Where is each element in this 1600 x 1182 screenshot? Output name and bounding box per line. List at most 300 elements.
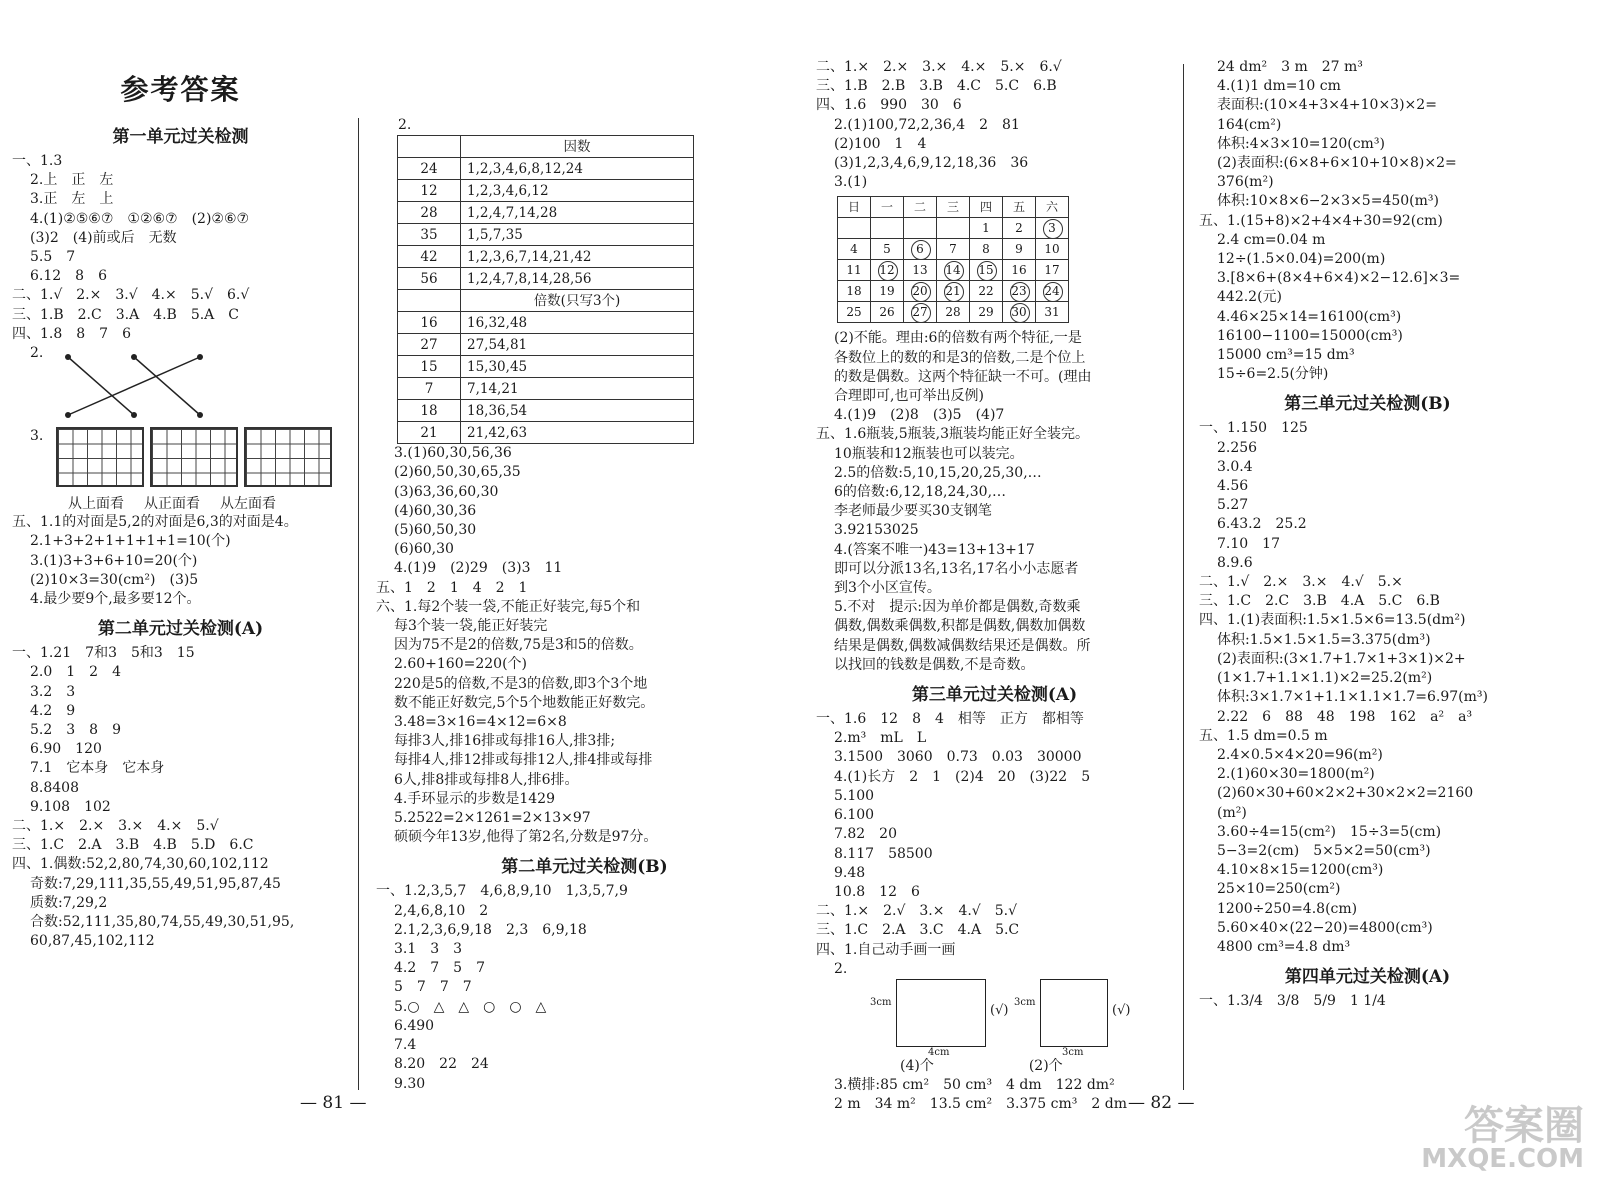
table-cell: 1,2,4,7,8,14,28,56 — [461, 268, 694, 290]
calendar-cell — [838, 302, 871, 323]
answer-line: 9.108 102 — [30, 798, 111, 815]
answer-line: 7.82 20 — [834, 826, 897, 843]
figure-caption: (2)个 — [1028, 1057, 1063, 1074]
answer-line: 4.10×8×15=1200(cm³) — [1217, 862, 1384, 879]
answer-line: 5.2 3 8 9 — [30, 722, 121, 739]
table-cell: 21 — [398, 422, 461, 444]
calendar-cell — [970, 302, 1003, 323]
answer-line: 每3个装一袋,能正好装完 — [394, 618, 548, 635]
calendar-cell — [970, 281, 1003, 302]
table-row — [398, 224, 694, 246]
calendar-row — [838, 218, 1069, 239]
table-row — [398, 180, 694, 202]
answer-line: 4.手环显示的步数是1429 — [394, 790, 555, 807]
answer-line: 三、1.C 2.A 3.B 4.B 5.D 6.C — [12, 837, 254, 854]
calendar-day: 16 — [1011, 262, 1027, 277]
calendar-day: 9 — [1015, 241, 1023, 256]
answer-line: 7.10 17 — [1217, 535, 1280, 552]
answer-line: 四、1.8 8 7 6 — [12, 325, 131, 342]
calendar-day: 12 — [879, 261, 894, 280]
calendar-row — [838, 302, 1069, 323]
table-header-cell: 倍数(只写3个) — [461, 290, 694, 312]
calendar-cell — [904, 281, 937, 302]
calendar-cell — [937, 239, 970, 260]
calendar-day: 23 — [1011, 282, 1026, 301]
calendar-cell — [970, 218, 1003, 239]
answer-line: 五、1 2 1 4 2 1 — [376, 579, 528, 596]
calendar-day: 29 — [978, 304, 994, 319]
table-cell: 1,2,3,4,6,12 — [461, 180, 694, 202]
calendar-day: 3 — [1048, 219, 1056, 238]
section-heading-unit2b: 第二单元过关检测(B) — [501, 857, 668, 878]
table-row — [398, 378, 694, 400]
table-cell — [398, 290, 461, 312]
answer-line: 3.92153025 — [834, 522, 919, 539]
calendar-day: 7 — [949, 241, 957, 256]
answer-line: 24 dm² 3 m 27 m³ — [1217, 59, 1363, 75]
calendar-row — [838, 281, 1069, 302]
answer-line: 12÷(1.5×0.04)=200(m) — [1217, 251, 1386, 268]
answer-line: 体积:4×3×10=120(cm³) — [1217, 135, 1385, 152]
answer-line: 体积:3×1.7×1+1.1×1.1×1.7=6.97(m³) — [1217, 689, 1488, 706]
answer-line: 三、1.B 2.C 3.A 4.B 5.A C — [12, 306, 240, 323]
answer-line: 6人,排8排或每排8人,排6排。 — [394, 771, 579, 788]
column-2 — [372, 116, 797, 1094]
answer-line: (3)1,2,3,4,6,9,12,18,36 36 — [834, 155, 1029, 172]
calendar-day: 18 — [846, 283, 862, 298]
table-cell: 42 — [398, 246, 461, 268]
rectangle-4x3 — [896, 979, 986, 1047]
answer-line: 25×10=250(cm²) — [1217, 881, 1341, 898]
answer-line: 1200÷250=4.8(cm) — [1217, 900, 1358, 917]
calendar-day: 30 — [1011, 303, 1026, 322]
calendar-header-cell: 四 — [970, 197, 1003, 218]
answer-line: 二、1.√ 2.× 3.√ 4.× 5.√ 6.√ — [12, 287, 250, 304]
page-number-right: — 82 — — [1128, 1093, 1195, 1113]
answer-line: 10瓶装和12瓶装也可以装完。 — [834, 445, 1024, 462]
item-label-2: 2. — [30, 345, 44, 362]
answer-line: 15÷6=2.5(分钟) — [1217, 366, 1329, 383]
calendar-day: 26 — [879, 304, 895, 319]
answer-line: 60,87,45,102,112 — [30, 933, 155, 950]
calendar-day: 25 — [846, 304, 862, 319]
answers-unit1-b — [8, 513, 353, 609]
answer-line: 164(cm²) — [1217, 116, 1282, 133]
answer-line: 8.9.6 — [1217, 554, 1253, 571]
table-row — [398, 356, 694, 378]
answers-unit2a — [8, 644, 353, 951]
answer-line: 5.100 — [834, 787, 875, 804]
column-1 — [8, 58, 353, 952]
calendar-cell — [1036, 281, 1069, 302]
column-3 — [812, 58, 1177, 1115]
answer-line: 6.43.2 25.2 — [1217, 516, 1307, 533]
answer-line: 三、1.C 2.C 3.B 4.A 5.C 6.B — [1199, 593, 1440, 610]
grid-front-view — [150, 427, 238, 487]
answer-line: 体积:10×8×6−2×3×5=450(m³) — [1217, 193, 1439, 210]
table-row — [398, 268, 694, 290]
calendar-day: 1 — [982, 220, 990, 235]
calendar-day: 27 — [912, 303, 927, 322]
answer-line: 4.(1)长方 2 1 (2)4 20 (3)22 5 — [834, 768, 1091, 785]
answer-line: 3.0.4 — [1217, 458, 1253, 475]
table-cell: 7 — [398, 378, 461, 400]
answer-line: 一、1.3 — [12, 153, 63, 169]
calendar-cell — [1003, 218, 1036, 239]
answer-line: 3.[8×6+(8×4+6×4)×2−12.6]×3= — [1217, 270, 1461, 287]
table-cell: 16 — [398, 312, 461, 334]
answer-line: 7.1 它本身 它本身 — [30, 760, 165, 777]
answer-line: (4)60,30,36 — [394, 502, 477, 519]
answer-line: 结果是偶数,偶数减偶数结果还是偶数。所 — [834, 637, 1091, 654]
calendar-cell — [937, 260, 970, 281]
table-cell: 16,32,48 — [461, 312, 694, 334]
answer-line: 3.(1)60,30,56,36 — [394, 445, 512, 462]
table-cell: 27,54,81 — [461, 334, 694, 356]
check-mark: (√) — [1112, 1002, 1131, 1018]
answer-line: 4.(1)②⑤⑥⑦ ①②⑥⑦ (2)②⑥⑦ — [30, 210, 250, 227]
answer-line: 2.4 cm=0.04 m — [1217, 231, 1326, 248]
answers-unit2b-cont — [812, 58, 1177, 192]
answer-line: 六、1.每2个装一袋,不能正好装完,每5个和 — [376, 598, 641, 615]
table-cell: 1,5,7,35 — [461, 224, 694, 246]
calendar-day: 6 — [916, 240, 924, 259]
answer-line: 因为75不是2的倍数,75是3和5的倍数。 — [394, 637, 643, 654]
answer-line: 220是5的倍数,不是3的倍数,即3个3个地 — [394, 675, 648, 692]
answer-line: 5.60×40×(22−20)=4800(cm³) — [1217, 919, 1433, 936]
dim-label: 3cm — [1062, 1046, 1084, 1058]
section-heading-unit3a: 第三单元过关检测(A) — [911, 685, 1078, 706]
table-header-row — [398, 290, 694, 312]
answer-line: 二、1.× 2.√ 3.× 4.√ 5.√ — [816, 903, 1018, 920]
answer-line: 二、1.× 2.× 3.× 4.× 5.× 6.√ — [816, 59, 1062, 75]
answer-line: 二、1.√ 2.× 3.× 4.√ 5.× — [1199, 574, 1403, 591]
answer-line: (3)63,36,60,30 — [394, 483, 499, 500]
calendar-cell — [970, 239, 1003, 260]
calendar-cell — [1003, 239, 1036, 260]
calendar-cell — [1036, 302, 1069, 323]
answer-line: 3.48=3×16=4×12=6×8 — [394, 714, 567, 731]
answer-line: 4.2 9 — [30, 702, 76, 719]
calendar-cell — [970, 260, 1003, 281]
answers-unit2b-cont2 — [812, 329, 1177, 675]
calendar-cell — [1036, 239, 1069, 260]
answer-line: 一、1.150 125 — [1199, 420, 1308, 437]
answer-line: 2.256 — [1217, 439, 1258, 456]
answer-line: 2. — [834, 960, 848, 977]
answers-unit2a-cont — [372, 444, 797, 847]
table-row — [398, 422, 694, 444]
answer-line: (5)60,50,30 — [394, 522, 477, 539]
table-cell: 21,42,63 — [461, 422, 694, 444]
answer-line: 五、1.6瓶装,5瓶装,3瓶装均能正好全装完。 — [816, 426, 1089, 443]
calendar-day: 13 — [912, 262, 928, 277]
rectangle-figures — [842, 979, 1177, 1057]
table-cell: 1,2,3,4,6,8,12,24 — [461, 158, 694, 180]
answer-line: 的数是偶数。这两个特征缺一不可。(理由 — [834, 368, 1092, 385]
calendar-cell — [937, 218, 970, 239]
answer-line: 2.1+3+2+1+1+1+1=10(个) — [30, 533, 231, 550]
calendar-cell — [904, 239, 937, 260]
column-divider — [1183, 64, 1184, 1090]
answer-line: (2)表面积:(3×1.7+1.7×1+3×1)×2+ — [1217, 650, 1466, 667]
factor-multiple-table — [397, 135, 694, 444]
calendar-cell — [1003, 260, 1036, 281]
answer-line: 9.30 — [394, 1075, 426, 1092]
view-label: 从左面看 — [220, 496, 276, 513]
answer-line: 一、1.6 12 8 4 相等 正方 都相等 — [816, 711, 1084, 728]
answer-line: 李老师最少要买30支钢笔 — [834, 503, 992, 520]
answer-line: 8.20 22 24 — [394, 1056, 489, 1073]
table-cell: 35 — [398, 224, 461, 246]
answer-line: 四、1.(1)表面积:1.5×1.5×6=13.5(dm²) — [1199, 612, 1466, 629]
answer-line: 3.正 左 上 — [30, 191, 114, 208]
calendar-cell — [1036, 260, 1069, 281]
calendar-cell — [937, 302, 970, 323]
answer-line: 五、1.5 dm=0.5 m — [1199, 727, 1328, 744]
section-heading-unit1: 第一单元过关检测 — [112, 127, 249, 147]
table-row — [398, 400, 694, 422]
answer-line: 一、1.2,3,5,7 4,6,8,9,10 1,3,5,7,9 — [376, 883, 628, 900]
column-4 — [1195, 58, 1540, 1011]
answer-line: 4.56 — [1217, 478, 1249, 495]
answer-line: (m²) — [1217, 804, 1247, 821]
answer-line: 6.490 — [394, 1017, 435, 1034]
view-label: 从上面看 — [68, 496, 124, 513]
calendar-header-cell: 三 — [937, 197, 970, 218]
table-cell: 27 — [398, 334, 461, 356]
calendar-cell — [937, 281, 970, 302]
answer-line: 3.1 3 3 — [394, 941, 463, 958]
answer-line: 10.8 12 6 — [834, 883, 920, 900]
grid-left-view — [244, 427, 332, 487]
calendar-day: 24 — [1044, 282, 1059, 301]
answer-line: 7.4 — [394, 1037, 417, 1054]
calendar-cell — [871, 239, 904, 260]
answer-line: 3.(1)3+3+6+10=20(个) — [30, 552, 198, 569]
answer-line: 2.60+160=220(个) — [394, 656, 527, 673]
section-heading-unit4a: 第四单元过关检测(A) — [1284, 967, 1451, 988]
watermark-text: 答案圈 — [1464, 1103, 1584, 1149]
calendar-cell — [838, 260, 871, 281]
calendar-day: 21 — [945, 282, 960, 301]
table-cell: 24 — [398, 158, 461, 180]
answer-line: 质数:7,29,2 — [30, 894, 108, 911]
answer-line: 2,4,6,8,10 2 — [394, 902, 489, 919]
calendar-day: 5 — [883, 241, 891, 256]
answer-line: 5.5 7 — [30, 249, 76, 266]
square-3x3 — [1040, 979, 1108, 1047]
answer-line: 4.(1)9 (2)8 (3)5 (4)7 — [834, 407, 1005, 424]
answers-unit3a-cont2 — [1195, 58, 1540, 384]
answer-line: 2.m³ mL L — [834, 730, 927, 747]
answer-line: (2)100 1 4 — [834, 135, 927, 152]
calendar-cell — [871, 260, 904, 281]
calendar-day: 17 — [1044, 262, 1060, 277]
calendar-day: 20 — [912, 282, 927, 301]
table-cell: 15,30,45 — [461, 356, 694, 378]
calendar-cell — [904, 260, 937, 281]
answer-line: (2)表面积:(6×8+6×10+10×8)×2= — [1217, 155, 1457, 172]
table-row — [398, 312, 694, 334]
answer-line: 四、1.6 990 30 6 — [816, 97, 962, 114]
answer-line: 3.横排:85 cm² 50 cm³ 4 dm 122 dm² — [834, 1077, 1115, 1094]
view-labels — [68, 493, 353, 513]
table-cell: 1,2,4,7,14,28 — [461, 202, 694, 224]
dim-label: 4cm — [928, 1046, 950, 1058]
table-header-row — [398, 136, 694, 158]
answer-line: 3.60÷4=15(cm²) 15÷3=5(cm) — [1217, 823, 1442, 840]
answer-line: 四、1.偶数:52,2,80,74,30,60,102,112 — [12, 856, 269, 873]
dim-label: 3cm — [1014, 996, 1036, 1008]
section-heading-unit2a: 第二单元过关检测(A) — [97, 619, 264, 640]
answer-line: 合理即可,也可举出反例) — [834, 388, 984, 405]
answer-line: 8.117 58500 — [834, 845, 933, 862]
answer-line: 5.27 — [1217, 497, 1249, 514]
answer-line: 各数位上的数的和是3的倍数,二是个位上 — [834, 349, 1086, 366]
answer-line: 每排4人,排12排或每排12人,排4排或每排 — [394, 752, 653, 769]
calendar-day: 31 — [1044, 304, 1060, 319]
answer-line: 2.(1)60×30=1800(m²) — [1217, 766, 1375, 783]
answer-line: 4800 cm³=4.8 dm³ — [1217, 938, 1351, 955]
answer-line: 三、1.B 2.B 3.B 4.C 5.C 6.B — [816, 78, 1057, 95]
answer-line: 三、1.C 2.A 3.C 4.A 5.C — [816, 922, 1020, 939]
answers-unit3b — [1195, 419, 1540, 957]
figure-caption: (4)个 — [900, 1057, 934, 1074]
answer-line: 2.(1)100,72,2,36,4 2 81 — [834, 116, 1020, 133]
calendar-table — [837, 196, 1069, 323]
matching-lines-diagram — [58, 351, 258, 423]
answer-line: 表面积:(10×4+3×4+10×3)×2= — [1217, 97, 1437, 114]
calendar-cell — [838, 218, 871, 239]
answer-line: 5−3=2(cm) 5×5×2=50(cm³) — [1217, 842, 1431, 859]
table-cell — [398, 136, 461, 158]
calendar-cell — [1003, 281, 1036, 302]
answer-line: 4.2 7 5 7 — [394, 960, 485, 977]
calendar-day: 19 — [879, 283, 895, 298]
check-mark: (√) — [990, 1002, 1009, 1018]
calendar-header-cell: 二 — [904, 197, 937, 218]
answer-line: 硕硕今年13岁,他得了第2名,分数是97分。 — [394, 829, 658, 846]
table-header-cell: 因数 — [461, 136, 694, 158]
answers-unit2b — [372, 882, 797, 1093]
answers-unit4a: 一、1.3/4 3/8 5/9 1 1/4 — [1199, 993, 1386, 1010]
calendar-day: 2 — [1015, 220, 1023, 235]
calendar-cell — [871, 218, 904, 239]
answer-line: 9.48 — [834, 864, 866, 881]
answer-line: 二、1.× 2.× 3.× 4.× 5.√ — [12, 818, 219, 835]
dim-label: 3cm — [870, 996, 892, 1008]
answer-line: 442.2(元) — [1217, 289, 1283, 306]
answer-line: (2)不能。理由:6的倍数有两个特征,一是 — [834, 330, 1082, 347]
table-cell: 15 — [398, 356, 461, 378]
answers-unit1-a — [8, 152, 353, 344]
calendar-day: 10 — [1044, 241, 1060, 256]
answer-line: (3)2 (4)前或后 无数 — [30, 229, 177, 246]
answer-line: 数不能正好数完,5个5个地数能正好数完。 — [394, 694, 655, 711]
answer-line: 3.2 3 — [30, 683, 76, 700]
page-number-left: — 81 — — [300, 1093, 367, 1113]
answer-line: 四、1.自己动手画一画 — [816, 941, 956, 958]
answer-line: 2.上 正 左 — [30, 172, 114, 189]
answer-line: (1×1.7+1.1×1.1)×2=25.2(m²) — [1217, 670, 1433, 687]
item-label-2: 2. — [398, 117, 412, 133]
calendar-header-cell: 日 — [838, 197, 871, 218]
answer-line: 4.(1)1 dm=10 cm — [1217, 78, 1341, 95]
answer-line: 2.4×0.5×4×20=96(m²) — [1217, 746, 1383, 763]
calendar-day: 11 — [846, 262, 862, 277]
answer-line: 五、1.(15+8)×2+4×4+30=92(cm) — [1199, 212, 1443, 229]
calendar-header-cell: 六 — [1036, 197, 1069, 218]
calendar-cell — [904, 218, 937, 239]
answer-line: 4.46×25×14=16100(cm³) — [1217, 308, 1402, 325]
answers-unit3a — [812, 710, 1177, 979]
calendar-cell — [871, 302, 904, 323]
answer-line: 2.1,2,3,6,9,18 2,3 6,9,18 — [394, 921, 587, 938]
calendar-row — [838, 239, 1069, 260]
answer-line: 五、1.1的对面是5,2的对面是6,3的对面是4。 — [12, 514, 298, 531]
section-heading-unit3b: 第三单元过关检测(B) — [1284, 394, 1451, 415]
table-cell: 12 — [398, 180, 461, 202]
table-cell: 18,36,54 — [461, 400, 694, 422]
view-grids — [56, 427, 332, 487]
answer-line: 4.(答案不唯一)43=13+13+17 — [834, 541, 1035, 558]
watermark-logo — [1421, 1103, 1584, 1174]
calendar-cell — [1036, 218, 1069, 239]
page-title: 参考答案 — [120, 73, 241, 106]
answer-line: 2.0 1 2 4 — [30, 664, 121, 681]
item-label-3: 3. — [30, 428, 44, 445]
answer-line: 一、1.21 7和3 5和3 15 — [12, 645, 195, 662]
answer-line: 2 m 34 m² 13.5 cm² 3.375 cm³ 2 dm — [834, 1096, 1127, 1113]
answer-line: 3.1500 3060 0.73 0.03 30000 — [834, 749, 1082, 766]
watermark-url: MXQE.COM — [1421, 1144, 1584, 1174]
answer-line: 6.100 — [834, 807, 875, 824]
view-label: 从正面看 — [144, 496, 200, 513]
answer-line: 376(m²) — [1217, 174, 1274, 191]
answer-line: 5 7 7 7 — [394, 979, 472, 996]
answer-line: 奇数:7,29,111,35,55,49,51,95,87,45 — [30, 875, 281, 892]
calendar-cell — [838, 239, 871, 260]
answer-line: 2.5的倍数:5,10,15,20,25,30,… — [834, 464, 1042, 481]
answer-line: 6.90 120 — [30, 741, 102, 758]
answer-line: 5.2522=2×1261=2×13×97 — [394, 810, 591, 827]
table-cell: 28 — [398, 202, 461, 224]
answer-line: 6的倍数:6,12,18,24,30,… — [834, 484, 1007, 501]
table-cell: 1,2,3,6,7,14,21,42 — [461, 246, 694, 268]
calendar-day: 4 — [850, 241, 858, 256]
calendar-header-row — [838, 197, 1069, 218]
table-cell: 56 — [398, 268, 461, 290]
answer-line: (2)60×30+60×2×2+30×2×2=2160 — [1217, 785, 1474, 802]
answer-line: 2.22 6 88 48 198 162 a² a³ — [1217, 708, 1473, 725]
answer-line: 16100−1100=15000(cm³) — [1217, 327, 1403, 344]
answer-line: 体积:1.5×1.5×1.5=3.375(dm³) — [1217, 631, 1431, 648]
figure-captions — [900, 1057, 1177, 1076]
table-cell: 7,14,21 — [461, 378, 694, 400]
answer-line: 5.不对 提示:因为单价都是偶数,奇数乘 — [834, 599, 1081, 616]
grid-top-view — [56, 427, 144, 487]
answer-line: 每排3人,排16排或每排16人,排3排; — [394, 733, 616, 750]
answer-line: 4.最少要9个,最多要12个。 — [30, 591, 201, 608]
answer-line: (2)10×3=30(cm²) (3)5 — [30, 571, 199, 588]
answer-line: 15000 cm³=15 dm³ — [1217, 347, 1355, 364]
answers-unit3a-cont — [812, 1076, 1177, 1114]
calendar-cell — [904, 302, 937, 323]
calendar-day: 8 — [982, 241, 990, 256]
answer-line: 到3个小区宣传。 — [834, 580, 941, 597]
calendar-day: 22 — [978, 283, 994, 298]
